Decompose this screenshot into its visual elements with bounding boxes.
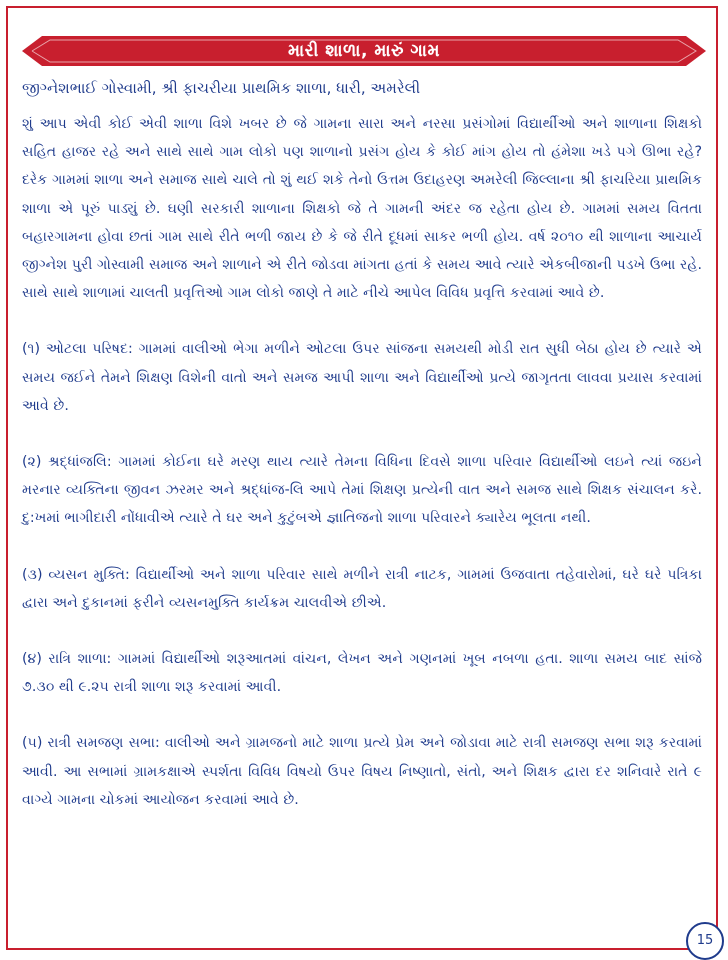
title-banner (22, 36, 706, 66)
page-number: 15 (686, 922, 724, 960)
author-line: જીગ્નેશભાઈ ગોસ્વામી, શ્રી ફાચરીયા પ્રાથમિક શાળા, ધારી, અમરેલી (22, 79, 421, 97)
paragraph-ratri-shala: (૪) રાત્રિ શાળા: ગામમાં વિદ્યાર્થીઓ શરૂઆતમાં વાંચન, લેખન અને ગણનમાં ખૂબ નબળા હતા. શાળા સમય બાદ સાંજે ૭.૩૦ થી ૯.૨૫ રાત્રી શાળા શરૂ કરવામાં આવી. (22, 651, 702, 696)
page-title: મારી શાળા, મારું ગામ (288, 41, 440, 61)
paragraph-otla-parishad: (૧) ઓટલા પરિષદ: ગામમાં વાલીઓ ભેગા મળીને ઓટલા ઉપર સાંજના સમયથી મોડી રાત સુધી બેઠા હોય છે ત્યારે એ સમય જઈને તેમને શિક્ષણ વિશેની વાતો અને સમજ આપી શાળા અને વિદ્યાર્થીઓ પ્રત્યે જાગૃતતા લાવવા પ્રયાસ કરવામાં આવે છે. (22, 341, 702, 414)
article-body (22, 110, 702, 814)
intro-paragraph: શું આપ એવી કોઈ એવી શાળા વિશે ખબર છે જે ગામના સારા અને નરસા પ્રસંગોમાં વિદ્યાર્થીઓ અને શાળાના શિક્ષકો સહિત હાજર રહે અને સાથે સાથે ગામ લોકો પણ શાળાનો પ્રસંગ હોય કે કોઈ માંગ હોય તો હંમેશા ખડે પગે ઊભા રહે? દરેક ગામમાં શાળા અને સમાજ સાથે ચાલે તો શું થઈ શકે તેનો ઉત્તમ ઉદાહરણ અમરેલી જિલ્લાના શ્રી ફાચરિયા પ્રાથમિક શાળા એ પૂરું પાડ્યું છે. ઘણી સરકારી શાળાના શિક્ષકો જે તે ગામની અંદર જ રહેતા હોય છે. ગામમાં સમય વિતતા બહારગામના હોવા છતાં ગામ સાથે રીતે ભળી જાય છે કે જે રીતે દૂધમાં સાકર ભળી હોય. વર્ષ ૨૦૧૦ થી શાળાના આચાર્ય જીગ્નેશ પુરી ગોસ્વામી સમાજ અને શાળાને એ રીતે જોડવા માંગતા હતાં કે સમય આવે ત્યારે એકબીજાની પડખે ઉભા રહે. સાથે સાથે શાળામાં ચાલતી પ્રવૃત્તિઓ ગામ લોકો જાણે તે માટે નીચે આપેલ વિવિધ પ્રવૃત્તિ કરવામાં આવે છે. (22, 116, 702, 302)
paragraph-vyasan-mukti: (૩) વ્યસન મુક્તિ: વિદ્યાર્થીઓ અને શાળા પરિવાર સાથે મળીને રાત્રી નાટક, ગામમાં ઉજવાતા તહેવારોમાં, ઘરે ઘરે પત્રિકા દ્વારા અને દુકાનમાં ફરીને વ્યસનમુક્તિ કાર્યક્રમ ચાલવીએ છીએ. (22, 566, 702, 611)
paragraph-shraddhanjali: (૨) શ્રદ્ધાંજલિ: ગામમાં કોઈના ઘરે મરણ થાય ત્યારે તેમના વિધિના દિવસે શાળા પરિવાર વિદ્યાર્થીઓ લઇને ત્યાં જઇને મરનાર વ્યક્તિના જીવન ઝરમર અને શ્રદ્ધાંજ-લિ આપે તેમાં શિક્ષણ પ્રત્યેની વાત અને સમજ સાથે શિક્ષક સંચાલન કરે. દુ:ખમાં ભાગીદારી નોંધાવીએ ત્યારે તે ઘર અને કુટુંબએ જ્ઞાતિજનો શાળા પરિવારને ક્યારેય ભૂલતા નથી. (22, 454, 702, 527)
paragraph-ratri-samjan-sabha: (૫) રાત્રી સમજણ સભા: વાલીઓ અને ગ્રામજનો માટે શાળા પ્રત્યે પ્રેમ અને જોડાવા માટે રાત્રી સમજણ સભા શરૂ કરવામાં આવી. આ સભામાં ગ્રામકક્ષાએ સ્પર્શતા વિવિધ વિષયો ઉપર વિષય નિષ્ણાતો, સંતો, અને શિક્ષક દ્વારા દર શનિવારે રાતે ૯ વાગ્યે ગામના ચોકમાં આયોજન કરવામાં આવે છે. (22, 735, 702, 808)
